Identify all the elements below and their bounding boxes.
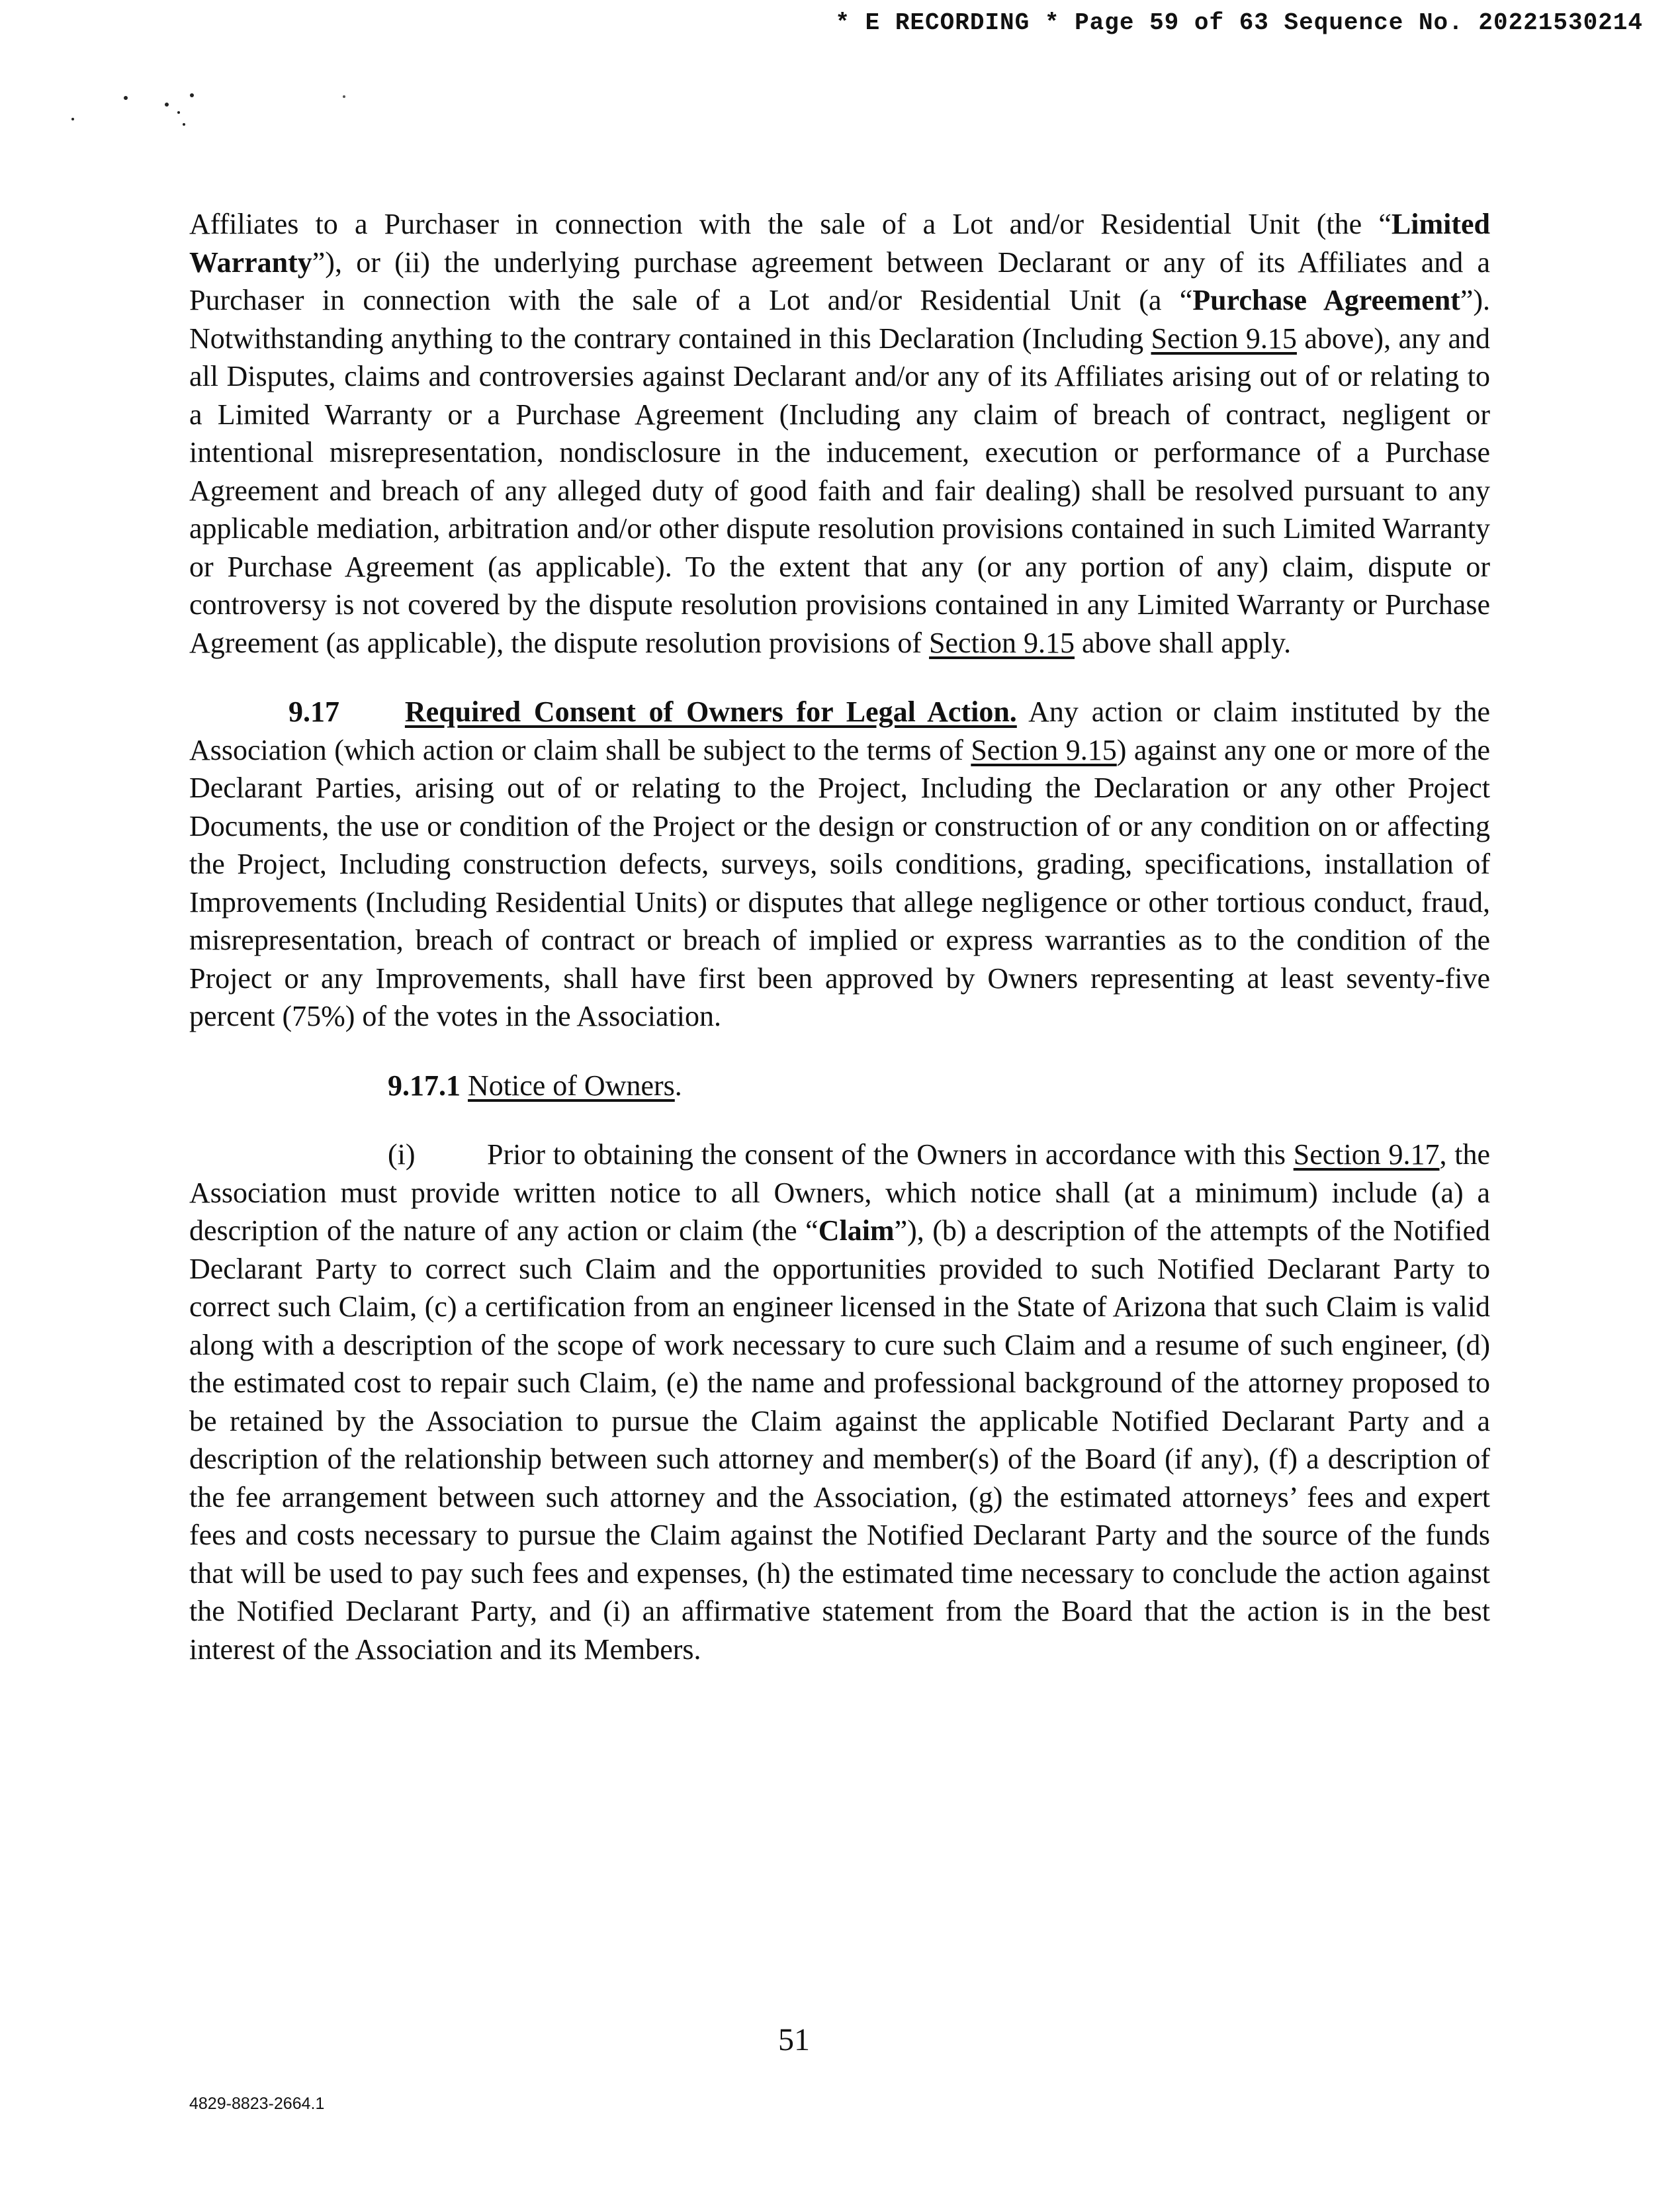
document-body (189, 205, 1490, 1668)
recording-stamp-header: * E RECORDING * Page 59 of 63 Sequence No. 20221530214 (835, 9, 1643, 36)
paragraph-limited-warranty: Affiliates to a Purchaser in connection with the sale of a Lot and/or Residential Unit (the “Limited Warranty”), or (ii) the underlying purchase agreement between Declarant or any of its Affiliates and a Purchaser in connection with the sale of a Lot and/or Residential Unit (a “Purchase Agreement”). Notwithstanding anything to the contrary contained in this Declaration (Including Section 9.15 above), any and all Disputes, claims and controversies against Declarant and/or any of its Affiliates arising out of or relating to a Limited Warranty or a Purchase Agreement (Including any claim of breach of contract, negligent or intentional misrepresentation, nondisclosure in the inducement, execution or performance of a Purchase Agreement and breach of any alleged duty of good faith and fair dealing) shall be resolved pursuant to any applicable mediation, arbitration and/or other dispute resolution provisions contained in such Limited Warranty or Purchase Agreement (as applicable). To the extent that any (or any portion of any) claim, dispute or controversy is not covered by the dispute resolution provisions contained in any Limited Warranty or Purchase Agreement (as applicable), the dispute resolution provisions of Section 9.15 above shall apply. (189, 208, 1490, 659)
subsection-title: Notice of Owners (468, 1069, 675, 1102)
section-reference: Section 9.15 (1151, 322, 1297, 355)
section-reference: Section 9.15 (929, 626, 1075, 659)
defined-term-limited-warranty: Limited Warranty (189, 208, 1490, 279)
section-9-17-paragraph: 9.17 Required Consent of Owners for Legal Action. Any action or claim instituted by the Association (which action or claim shall be subject to the terms of Section 9.15) against any one or more of the Declarant Parties, arising out of or relating to the Project, Including the Declaration or any other Project Documents, the use or condition of the Project or the design or construction of or any condition on or affecting the Project, Including construction defects, surveys, soils conditions, grading, specifications, installation of Improvements (Including Residential Units) or disputes that allege negligence or other tortious conduct, fraud, misrepresentation, breach of contract or breach of implied or express warranties as to the condition of the Project or any Improvements, shall have first been approved by Owners representing at least seventy-five percent (75%) of the votes in the Association. (189, 695, 1490, 1032)
section-reference: Section 9.17 (1293, 1138, 1440, 1171)
defined-term-claim: Claim (818, 1214, 895, 1247)
page-number: 51 (778, 2022, 810, 2057)
section-reference: Section 9.15 (971, 733, 1117, 766)
section-title: Required Consent of Owners for Legal Action. (404, 695, 1017, 728)
paragraph-i-notice: (i) Prior to obtaining the consent of the Owners in accordance with this Section 9.17, the Association must provide written notice to all Owners, which notice shall (at a minimum) include (a) a description of the nature of any action or claim (the “Claim”), (b) a description of the attempts of the Notified Declarant Party to correct such Claim and the opportunities provided to such Notified Declarant Party to correct such Claim, (c) a certification from an engineer licensed in the State of Arizona that such Claim is valid along with a description of the scope of work necessary to cure such Claim and a resume of such engineer, (d) the estimated cost to repair such Claim, (e) the name and professional background of the attorney proposed to be retained by the Association to pursue the Claim against the applicable Notified Declarant Party and a description of the relationship between such attorney and member(s) of the Board (if any), (f) a description of the fee arrangement between such attorney and the Association, (g) the estimated attorneys’ fees and expert fees and costs necessary to pursue the Claim against the Notified Declarant Party and the source of the funds that will be used to pay such fees and expenses, (h) the estimated time necessary to conclude the action against the Notified Declarant Party, and (i) an affirmative statement from the Board that the action is in the best interest of the Association and its Members. (189, 1136, 1490, 1668)
list-marker: (i) (388, 1138, 416, 1171)
defined-term-purchase-agreement: Purchase Agreement (1192, 284, 1460, 316)
subsection-9-17-1-heading: 9.17.1 Notice of Owners. (388, 1069, 682, 1102)
section-number: 9.17 (288, 695, 339, 728)
subsection-number: 9.17.1 (388, 1069, 461, 1102)
scan-specks (66, 86, 357, 139)
document-id: 4829-8823-2664.1 (189, 2094, 325, 2113)
